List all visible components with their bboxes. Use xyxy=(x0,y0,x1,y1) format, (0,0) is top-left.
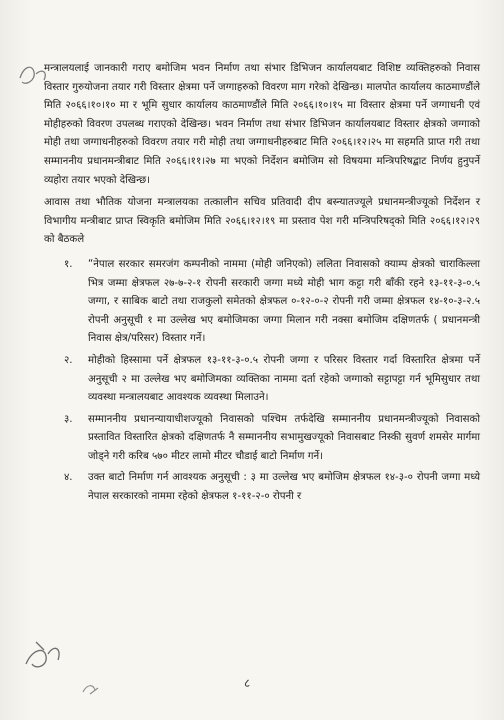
list-item-text: “नेपाल सरकार समरजंग कम्पनीको नाममा (मोही जनिएको) ललिता निवासको क्याम्प क्षेत्रको चाराकिल्ला भित्र जम्मा क्षेत्रफल २७-७-२-१ रोपनी सरकारी जग्गा मध्ये मोही भाग कट्टा गरी बाँकी रहने १३-११-३-०.५ जग्गा, र साबिक बाटो तथा राजकुलो समेतको क्षेत्रफल ०-१२-०-२ रोपनी गरी जम्मा क्षेत्रफल १४-१०-३-२.५ रोपनी अनुसूची १ मा उल्लेख भए बमोजिमका जग्गा मिलान गरी नक्सा बमोजिम दक्षिणतर्फ ( प्रधानमन्त्री निवास क्षेत्र/परिसर) विस्तार गर्ने। xyxy=(88,258,480,345)
paragraph-1: मन्त्रालयलाई जानकारी गराए बमोजिम भवन निर्माण तथा संभार डिभिजन कार्यालयबाट विशिष्ट व्यक्तिहरुको निवास विस्तार गुरुयोजना तयार गरी विस्तार क्षेत्रमा पर्ने जग्गाहरुको विवरण माग गरेको देखिन्छ। मालपोत कार्यालय काठमाण्डौंले मिति २०६६।१०।१० मा र भूमि सुधार कार्यालय काठमाण्डौंले मिति २०६६।१०।१५ मा विस्तार क्षेत्रमा पर्ने जग्गाधनी एवं मोहीहरुको विवरण उपलब्ध गराएको देखिन्छ। भवन निर्माण तथा संभार डिभिजन कार्यालयबाट विस्तार क्षेत्रको जग्गाको मोही तथा जग्गाधनीहरुको विवरण तयार गरी मोही तथा जग्गाधनीहरुबाट मिति २०६६।१२।२५ मा सहमति प्राप्त गरी तथा सम्माननीय प्रधानमन्त्रीबाट मिति २०६६।११।२७ मा भएको निर्देशन बमोजिम सो विषयमा मन्त्रिपरिषद्बाट निर्णय हुनुपर्ने व्यहोरा तयार भएको देखिन्छ। xyxy=(44,63,480,186)
handwritten-mark-bottom xyxy=(80,680,102,698)
list-item-text: उक्त बाटो निर्माण गर्न आवश्यक अनुसूची : ३ मा उल्लेख भए बमोजिम क्षेत्रफल १४-३-० रोपनी जग्गा मध्ये नेपाल सरकारको नाममा रहेको क्षेत्रफल १-११-२-० रोपनी र xyxy=(88,472,480,503)
page-number: ८ xyxy=(244,676,251,690)
paragraph-2: आवास तथा भौतिक योजना मन्त्रालयका तत्कालीन सचिव प्रतिवादी दीप बस्न्यातज्यूले प्रधानमन्त्रीज्यूको निर्देशन र विभागीय मन्त्रीबाट प्राप्त स्विकृति बमोजिम मिति २०६६।१२।१९ मा प्रस्ताव पेश गरी मन्त्रिपरिषद्को मिति २०६६।१२।२९ को बैठकले xyxy=(44,197,480,246)
list-item-number: ३. xyxy=(64,413,73,425)
list-item-number: १. xyxy=(64,258,73,270)
document-body xyxy=(44,60,480,510)
list-item-text: सम्माननीय प्रधानन्यायाधीशज्यूको निवासको पश्चिम तर्फदेखि सम्माननीय प्रधानमन्त्रीज्यूको निवासको प्रस्तावित विस्तारित क्षेत्रको दक्षिणतर्फ नै सम्माननीय सभामुखज्यूको निवासबाट निस्की सुवर्ण शमसेर मार्गमा जोड्ने गरी करिब ५७० मीटर लामो मीटर चौडाई बाटो निर्माण गर्ने। xyxy=(88,413,480,462)
list-item xyxy=(44,411,480,467)
list-item-number: २. xyxy=(64,354,73,366)
list-item xyxy=(44,352,480,408)
list-item-number: ४. xyxy=(64,472,73,484)
list-item-text: मोहीको हिस्सामा पर्ने क्षेत्रफल १३-११-३-०.५ रोपनी जग्गा र परिसर विस्तार गर्दा विस्तारित क्षेत्रमा पर्ने अनुसूची २ मा उल्लेख भए बमोजिमका व्यक्तिका नाममा दर्ता रहेको जग्गाको सट्टापट्टा गर्न भूमिसुधार तथा व्यवस्था मन्त्रालयबाट आवश्यक व्यवस्था मिलाउने। xyxy=(88,354,480,404)
decision-list xyxy=(44,256,480,507)
handwritten-mark-bottom-left xyxy=(22,636,68,676)
list-item xyxy=(44,256,480,349)
list-item xyxy=(44,469,480,506)
